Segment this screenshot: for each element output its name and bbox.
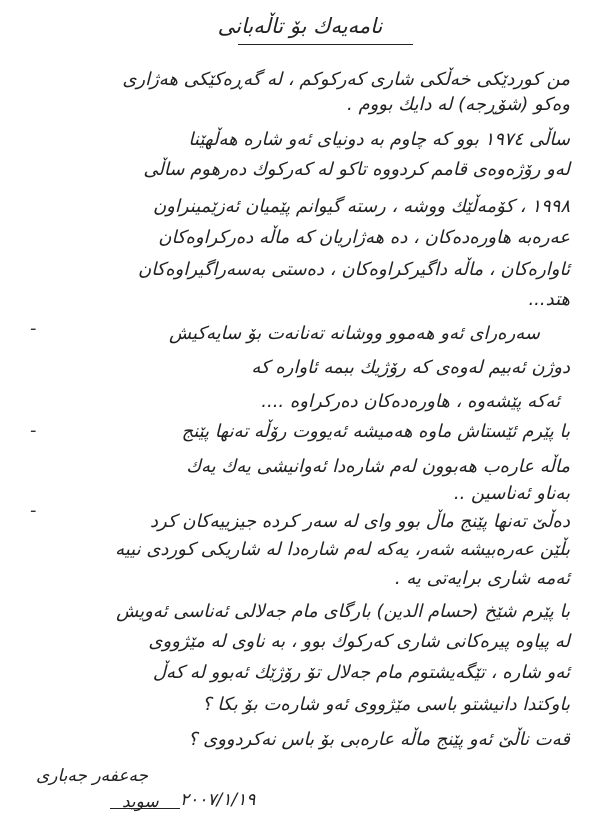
letter-line: به‌ناو ئه‌ناسین ..	[453, 483, 570, 504]
title-underline	[238, 44, 413, 45]
margin-dash-mark: -	[30, 500, 37, 521]
letter-line: وه‌كو (شۆڕجه‌) له‌ دایك بووم .	[347, 94, 570, 115]
letter-date: ٢٠٠٧/١/١٩	[180, 790, 256, 810]
letter-line: باوكتدا دانیشتو باسی مێژووی ئه‌و شاره‌ت بۆ بكا ؟	[202, 694, 570, 715]
letter-line: ١٩٩٨ ، كۆمه‌ڵێك ووشه‌ ، رسته‌ گیوانم پێمیان ئه‌زێمینراون	[152, 196, 570, 217]
signature-city: سوید	[122, 792, 159, 812]
margin-dash-mark: -	[30, 420, 37, 441]
letter-line: ئاواره‌كان ، ماڵه‌ داگیركراوه‌كان ، ده‌ستی به‌سه‌راگیراوه‌كان	[137, 259, 570, 280]
signature-name: جه‌عفه‌ر جه‌باری	[36, 766, 149, 786]
margin-dash-mark: -	[30, 318, 37, 339]
letter-line: ده‌ڵێ ته‌نها پێنج ماڵ بوو وای له‌ سه‌ر كرده‌ جیزییه‌كان كرد	[150, 511, 570, 532]
letter-line: قه‌ت ناڵێ ئه‌و پێنج ماڵه‌ عاره‌بی بۆ باس نه‌كردووی ؟	[187, 729, 570, 750]
letter-line: عه‌ره‌به‌ هاوره‌ده‌كان ، ده‌ هه‌ژاریان كه‌ ماڵه‌ ده‌ركراوه‌كان	[158, 227, 570, 248]
letter-line: با پێرم شێخ (حسام الدین) بارگای مام جه‌لالی ئه‌ناسی ئه‌ویش	[116, 601, 570, 622]
letter-line: ئه‌و شاره‌ ، تێگه‌یشتوم مام جه‌لال تۆ رۆژێك ئه‌بوو له‌ كه‌ڵ	[152, 662, 570, 683]
letter-line: سه‌ره‌رای ئه‌و هه‌موو ووشانه‌ ته‌نانه‌ت بۆ سایه‌كیش	[169, 323, 540, 344]
letter-line: ئه‌مه‌ شاری برایه‌تی یه‌ .	[394, 568, 570, 589]
signature-underline	[110, 808, 180, 809]
letter-line: بڵێن عه‌ره‌بیشه‌ شه‌ر، یه‌كه‌ له‌م شاره‌دا له‌ شاریكی كوردی نییه‌	[115, 539, 570, 560]
letter-line: هتد...	[528, 289, 570, 310]
letter-line: له‌و رۆژه‌وه‌ی قامم كردووه‌ تاكو له‌ كه‌ركوك ده‌رهوم ساڵی	[143, 159, 570, 180]
letter-line: با پێرم ئێستاش ماوه‌ هه‌میشه‌ ئه‌یووت رۆڵه‌ ته‌نها پێنج	[181, 421, 570, 442]
letter-line: ساڵی ١٩٧٤ بوو كه‌ چاوم به‌ دونیای ئه‌و شاره‌ هه‌ڵهێنا	[188, 129, 570, 150]
letter-line: ئه‌كه‌ پێشه‌وه‌ ، هاوره‌ده‌كان ده‌ركراوه‌ ....	[261, 391, 560, 412]
letter-title: نامه‌یه‌ك بۆ تاڵه‌بانی	[217, 14, 383, 38]
letter-line: ماڵه‌ عاره‌ب هه‌بوون له‌م شاره‌دا ئه‌وانیشی یه‌ك یه‌ك	[186, 456, 570, 477]
letter-line: من كوردێكی خه‌ڵكی شاری كه‌ركوكم ، له‌ گه‌ڕه‌كێكی هه‌ژاری	[122, 69, 570, 90]
letter-line: له‌ پیاوه‌ پیره‌كانی شاری كه‌ركوك بوو ، به‌ ناوی له‌ مێژووی	[148, 631, 570, 652]
letter-line: دوژن ئه‌بیم له‌وه‌ی كه‌ رۆژیك ببمه‌ ئاواره‌ كه‌	[251, 357, 570, 378]
